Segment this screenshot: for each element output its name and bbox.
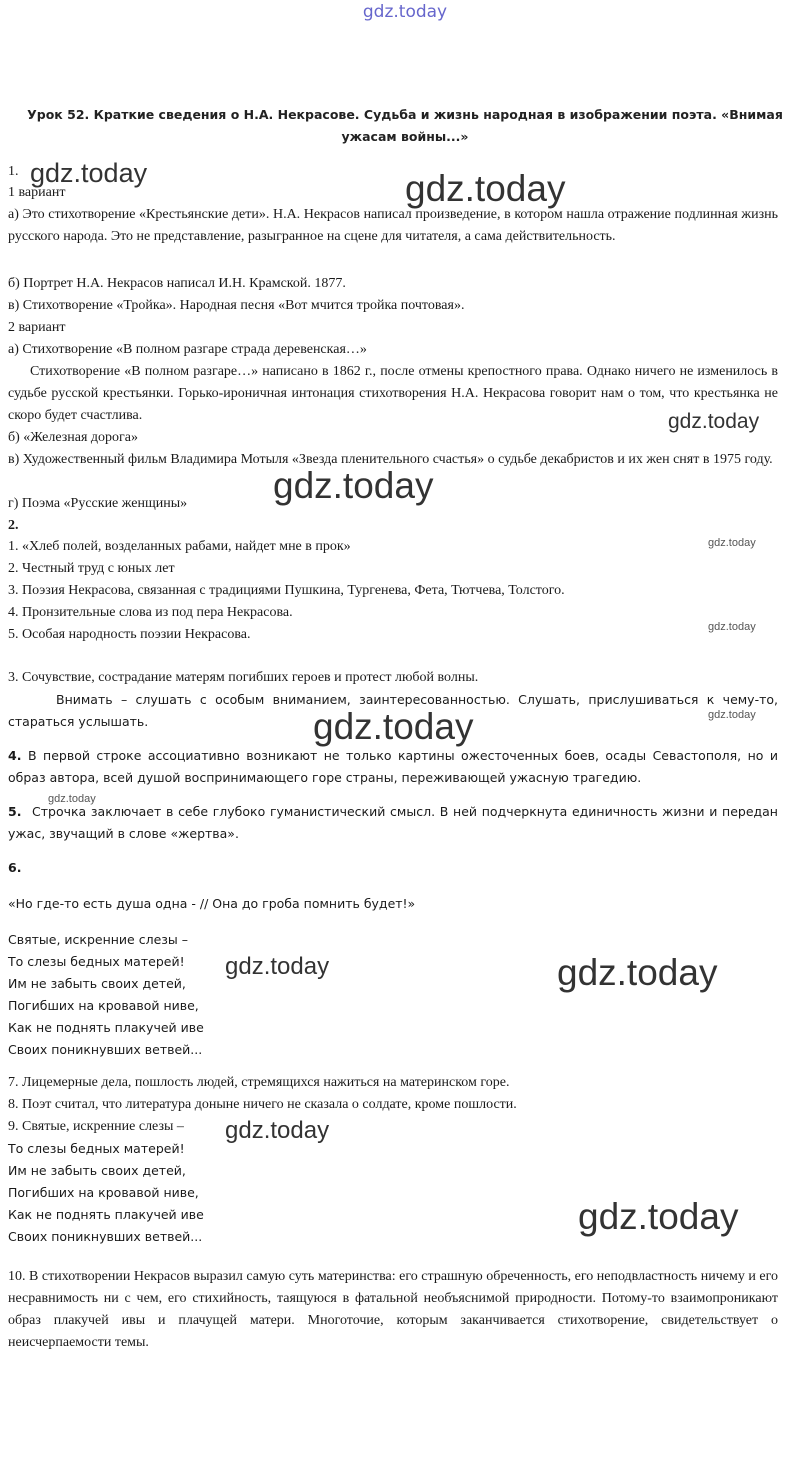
poem-line: Им не забыть своих детей, [8,1163,186,1178]
poem-line: То слезы бедных матерей! [8,954,185,969]
poem-line: Как не поднять плакучей иве [8,1207,204,1222]
answer-5: Строчка заключает в себе глубоко гуманистический смысл. В ней подчеркнута единичность жизни и передан ужас, звучащий в слове «жертва». [8,804,778,841]
watermark: gdz.today [708,537,756,549]
list-item: 1. «Хлеб полей, возделанных рабами, найдет мне в прок» [8,539,351,554]
list-item: 5. Особая народность поэзии Некрасова. [8,627,251,642]
variant-1-label: 1 вариант [8,185,66,200]
poem-line: Им не забыть своих детей, [8,976,186,991]
watermark: gdz.today [313,706,474,747]
watermark: gdz.today [225,1117,330,1144]
list-item: 4. Пронзительные слова из под пера Некрасова. [8,605,293,620]
watermark: gdz.today [668,410,760,433]
answer-3: 3. Сочувствие, сострадание матерям погибших героев и протест любой волны. [8,670,479,685]
answer-8: 8. Поэт считал, что литература доныне ничего не сказала о солдате, кроме пошлости. [8,1097,517,1112]
answer-2b: б) «Железная дорога» [8,430,138,445]
poem-line: Погибших на кровавой ниве, [8,998,199,1013]
answer-2d: г) Поэма «Русские женщины» [8,496,188,511]
section-5-number: 5. [8,804,22,819]
poem-line: Святые, искренние слезы – [8,932,188,947]
definition-vnimat: Внимать – слушать с особым вниманием, заинтересованностью. Слушать, прислушиваться к чему-то, стараться услышать. [8,692,778,729]
top-watermark: gdz.today [362,2,448,22]
poem-line: Как не поднять плакучей иве [8,1020,204,1035]
answer-2c: в) Художественный фильм Владимира Мотыля «Звезда пленительного счастья» о судьбе декабристов и их жен снят в 1975 году. [8,452,773,467]
answer-1b: б) Портрет Н.А. Некрасов написал И.Н. Крамской. 1877. [8,276,346,291]
list-item: 2. Честный труд с юных лет [8,561,175,576]
watermark: gdz.today [48,793,96,805]
poem-line: Своих поникнувших ветвей... [8,1042,203,1057]
section-1-number: 1. [8,164,19,179]
watermark: gdz.today [30,158,148,188]
answer-10: 10. В стихотворении Некрасов выразил самую суть материнства: его страшную обреченность, его неподвластность ничему и его несравнимость ни с чем, его стихийность, таящуюся в фатальной необъяснимой природности. Потому-то взаимопроникают образ плакучей ивы и плачущей матери. Многоточие, которым заканчивается стихотворение, свидетельствует о неисчерпаемости темы. [8,1269,778,1350]
watermark: gdz.today [273,465,434,506]
answer-7: 7. Лицемерные дела, пошлость людей, стремящихся нажиться на материнском горе. [8,1075,510,1090]
quote: «Но где-то есть душа одна - // Она до гроба помнить будет!» [8,896,416,911]
watermark: gdz.today [708,621,756,633]
section-6-number: 6. [8,860,22,875]
watermark: gdz.today [708,709,756,721]
answer-9: 9. Святые, искренние слезы – [8,1119,184,1134]
watermark: gdz.today [225,953,330,980]
watermark: gdz.today [557,952,718,993]
watermark: gdz.today [405,168,566,209]
page-title: Урок 52. Краткие сведения о Н.А. Некрасове. Судьба и жизнь народная в изображении поэта. «Внимая ужасам войны...» [27,107,783,144]
section-2-number: 2. [8,518,19,533]
poem-line: Своих поникнувших ветвей... [8,1229,203,1244]
section-4-number: 4. [8,748,22,763]
watermark: gdz.today [578,1196,739,1237]
answer-4: В первой строке ассоциативно возникают не только картины ожесточенных боев, осады Севастополя, но и образ автора, всей душой воспринимающего горе страны, переживающей ужасную трагедию. [8,748,778,785]
answer-1a: а) Это стихотворение «Крестьянские дети». Н.А. Некрасов написал произведение, в котором нашла отражение подлинная жизнь русского народа. Это не представление, разыгранное на сцене для читателя, а сама действительность. [8,207,778,244]
variant-2-label: 2 вариант [8,320,66,335]
poem-line: То слезы бедных матерей! [8,1141,185,1156]
poem-line: Погибших на кровавой ниве, [8,1185,199,1200]
answer-2a-text: Стихотворение «В полном разгаре…» написано в 1862 г., после отмены крепостного права. Однако ничего не изменилось в судьбе русской крестьянки. Горько-ироничная интонация стихотворения Н.А. Некрасова говорит нам о том, что крестьянка не скоро будет счастлива. [8,364,778,423]
list-item: 3. Поэзия Некрасова, связанная с традициями Пушкина, Тургенева, Фета, Тютчева, Толстого. [8,583,565,598]
answer-2a: а) Стихотворение «В полном разгаре страда деревенская…» [8,342,367,357]
answer-1c: в) Стихотворение «Тройка». Народная песня «Вот мчится тройка почтовая». [8,298,465,313]
